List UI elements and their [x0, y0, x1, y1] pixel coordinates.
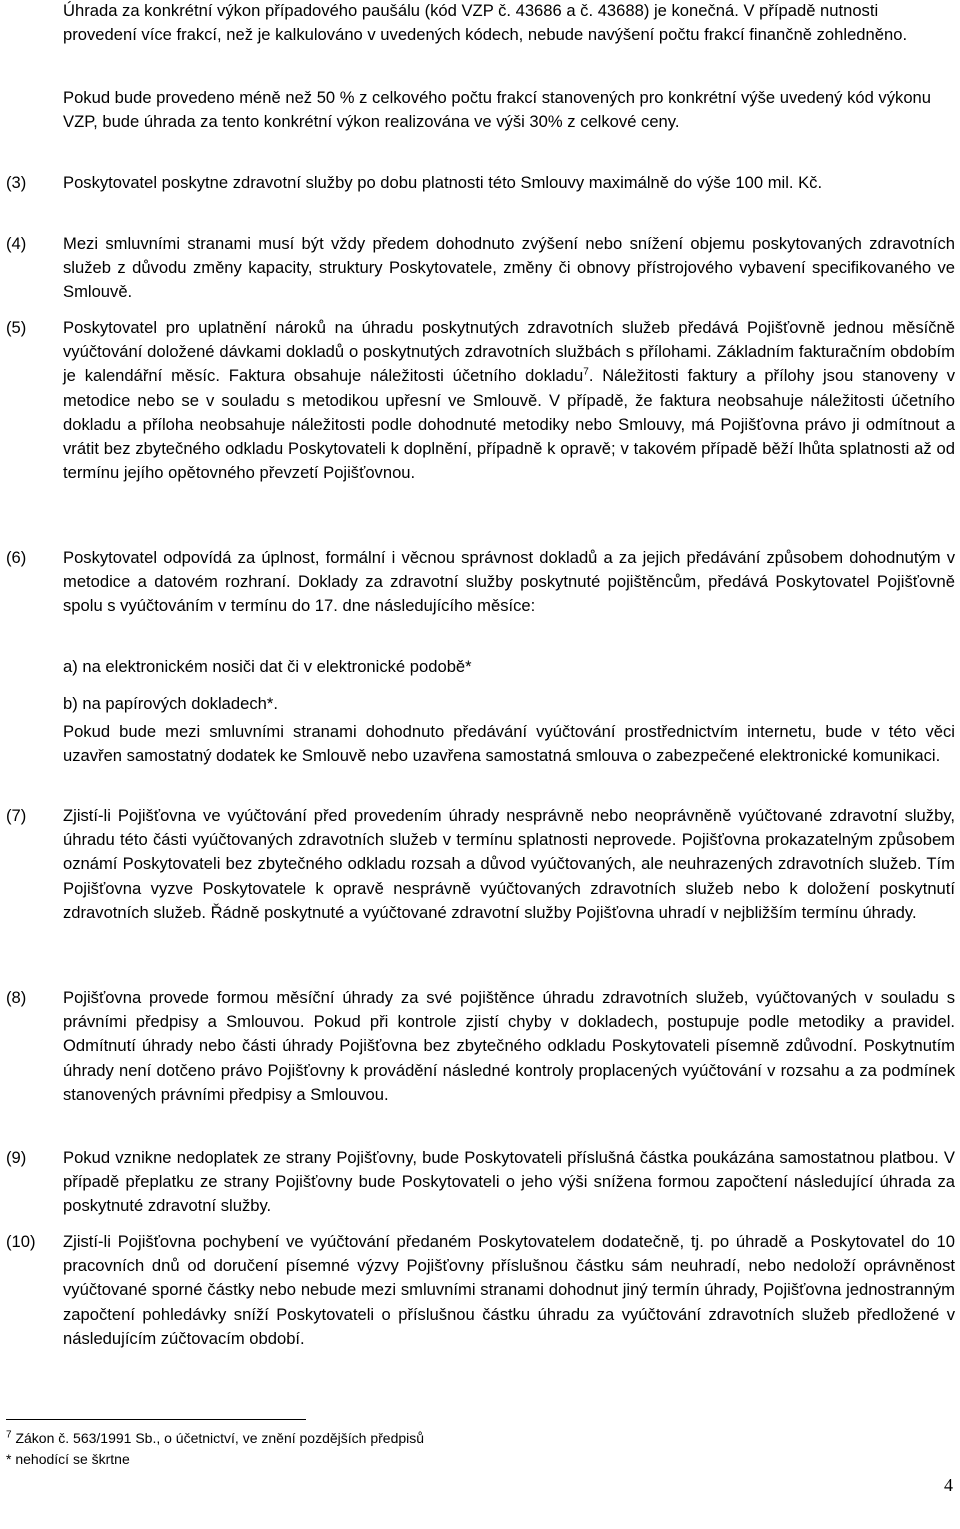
- paragraph-continuation: Úhrada za konkrétní výkon případového paušálu (kód VZP č. 43686 a č. 43688) je konečná. V případě nutnosti provedení více frakcí, než je kalkulováno v uvedených kódech, nebude navýšení počtu frakcí finančně zohledněno.: [63, 1, 908, 45]
- paragraph-number-5: (5): [6, 318, 27, 337]
- paragraph-6-item-a: a) na elektronickém nosiči dat či v elektronické podobě*: [63, 657, 472, 676]
- paragraph-number-6: (6): [6, 548, 27, 567]
- footnote-7-number: 7: [6, 1429, 12, 1441]
- paragraph-5: [63, 316, 955, 485]
- paragraph-3: Poskytovatel poskytne zdravotní služby po dobu platnosti této Smlouvy maximálně do výše 100 mil. Kč.: [63, 173, 823, 192]
- footnote-7-text: Zákon č. 563/1991 Sb., o účetnictví, ve znění pozdějších předpisů: [15, 1430, 425, 1446]
- paragraph-number-3: (3): [6, 173, 27, 192]
- paragraph-number-7: (7): [6, 806, 27, 825]
- paragraph-number-4: (4): [6, 234, 27, 253]
- footnote-divider: [6, 1419, 306, 1420]
- paragraph-number-10: (10): [6, 1232, 36, 1251]
- paragraph-6-item-b: b) na papírových dokladech*.: [63, 694, 278, 713]
- paragraph-5-part-b: . Náležitosti faktury a přílohy jsou stanoveny v metodice nebo se v souladu s metodikou upřesní ve Smlouvě. V případě, že faktura neobsahuje náležitosti účetního dokladu a příloha neobsahuje náležitosti podle dohodnuté metodiky nebo Smlouvy, má Pojišťovna právo ji odmítnout a vrátit bez zbytečného odkladu Poskytovateli k doplnění, případně k opravě; v takovém případě běží lhůta splatnosti až od termínu jejího opětovného převzetí Pojišťovnou.: [63, 366, 955, 483]
- paragraph-number-8: (8): [6, 988, 27, 1007]
- footnote-star: * nehodící se škrtne: [6, 1451, 130, 1467]
- paragraph-6-note: Pokud bude mezi smluvními stranami dohodnuto předávání vyúčtování prostřednictvím internetu, bude v této věci uzavřen samostatný dodatek ke Smlouvě nebo uzavřena samostatná smlouva o zabezpečené elektronické komunikaci.: [63, 722, 955, 766]
- paragraph-5-part-a: Poskytovatel pro uplatnění nároků na úhradu poskytnutých zdravotních služeb předává Pojišťovně jednou měsíčně vyúčtování doložené dávkami dokladů o poskytnutých zdravotních službách s přílohami. Základním fakturačním obdobím je kalendářní měsíc. Faktura obsahuje náležitosti účetního dokladu: [63, 318, 955, 386]
- paragraph-4: Mezi smluvními stranami musí být vždy předem dohodnuto zvýšení nebo snížení objemu poskytovaných zdravotních služeb z důvodu změny kapacity, struktury Poskytovatele, změny či obnovy přístrojového vybavení specifikovaného ve Smlouvě.: [63, 234, 955, 302]
- paragraph-10: Zjistí-li Pojišťovna pochybení ve vyúčtování předaném Poskytovatelem dodatečně, tj. po úhradě a Poskytovatel do 10 pracovních dnů od doručení písemné výzvy Pojišťovny příslušnou částku sám neuhradí, nebo nedoloží oprávněnost vyúčtované sporné částky nebo nebude mezi smluvními stranami dohodnut jiný termín úhrady, Pojišťovna jednostranným započtení pohledávky sníží Poskytovateli o příslušnou částku úhradu za vyúčtování zdravotních služeb předložené v následujícím zúčtovacím období.: [63, 1232, 955, 1348]
- paragraph-9: Pokud vznikne nedoplatek ze strany Pojišťovny, bude Poskytovateli příslušná částka poukázána samostatnou platbou. V případě přeplatku ze strany Pojišťovny bude Poskytovateli o jeho výši snížena formou započtení následující úhrada za poskytnuté zdravotní služby.: [63, 1148, 955, 1216]
- paragraph-8: Pojišťovna provede formou měsíční úhrady za své pojištěnce úhradu zdravotních služeb, vyúčtovaných v souladu s právními předpisy a Smlouvou. Pokud při kontrole zjistí chyby v dokladech, postupuje podle metodiky a pravidel. Odmítnutí úhrady nebo části úhrady Pojišťovna bez zbytečného odkladu Poskytovateli písemně zdůvodní. Poskytnutím úhrady není dotčeno právo Pojišťovny k provádění následné kontroly proplacených vyúčtování v rozsahu a za podmínek stanovených právními předpisy a Smlouvou.: [63, 988, 955, 1104]
- paragraph-continuation-2: Pokud bude provedeno méně než 50 % z celkového počtu frakcí stanovených pro konkrétní výše uvedený kód výkonu VZP, bude úhrada za tento konkrétní výkon realizována ve výši 30% z celkové ceny.: [63, 88, 932, 132]
- page-number: 4: [944, 1475, 953, 1495]
- paragraph-number-9: (9): [6, 1148, 27, 1167]
- paragraph-7: Zjistí-li Pojišťovna ve vyúčtování před provedením úhrady nesprávně nebo neoprávněně vyúčtované zdravotní služby, úhradu této části vyúčtovaných zdravotních služeb v termínu splatnosti neprovede. Pojišťovna prokazatelným způsobem oznámí Poskytovateli bez zbytečného odkladu rozsah a důvod vyúčtovaných, ale neuhrazených zdravotních služeb. Tím Pojišťovna vyzve Poskytovatele k opravě nesprávně vyúčtovaných zdravotních služeb nebo k doložení poskytnutí zdravotních služeb. Řádně poskytnuté a vyúčtované zdravotní služby Pojišťovna uhradí v nejbližším termínu úhrady.: [63, 806, 955, 922]
- footnote-7: [6, 1430, 424, 1447]
- footnote-ref-7: 7: [583, 366, 589, 378]
- paragraph-6: Poskytovatel odpovídá za úplnost, formální i věcnou správnost dokladů a za jejich předávání způsobem dohodnutým v metodice a datovém rozhraní. Doklady za zdravotní služby poskytnuté pojištěncům, předává Poskytovatel Pojišťovně spolu s vyúčtováním v termínu do 17. dne následujícího měsíce:: [63, 548, 955, 616]
